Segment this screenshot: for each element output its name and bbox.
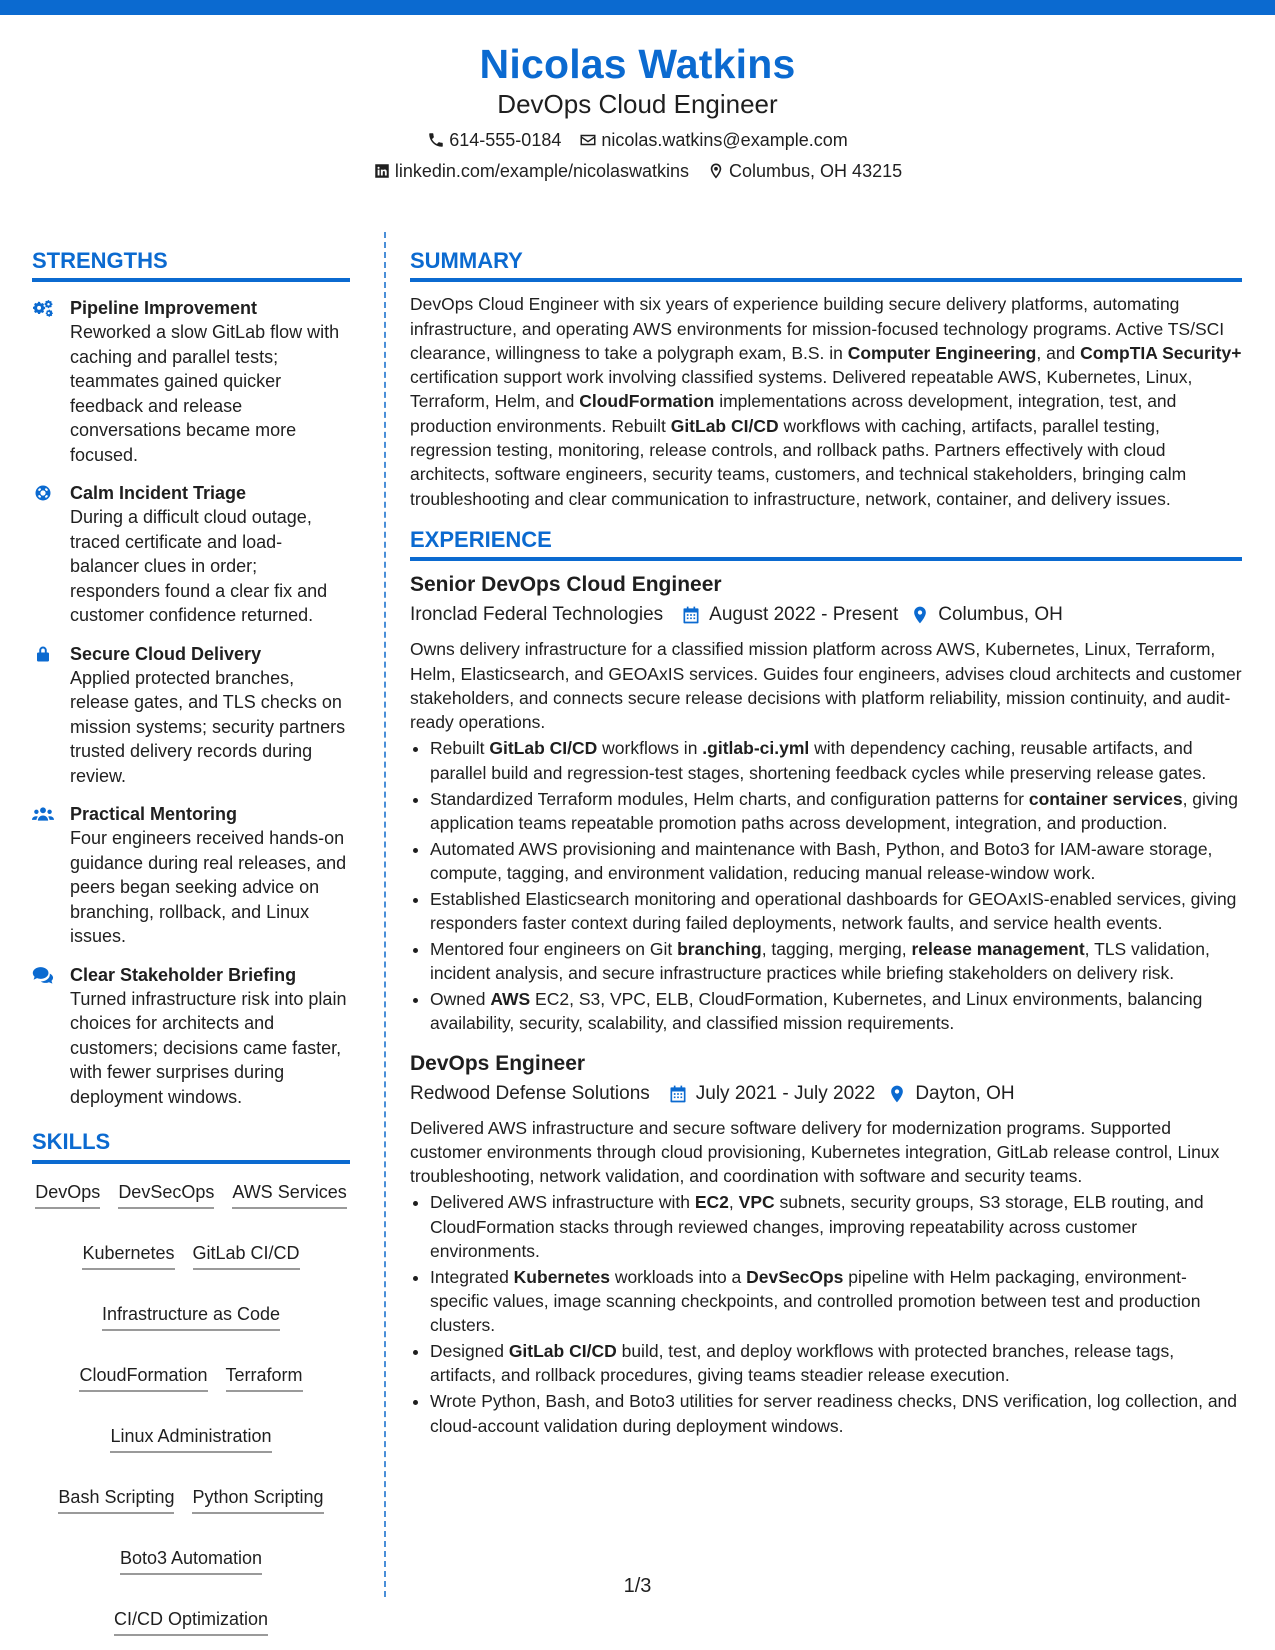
text-run: workflows with caching, artifacts, parallel testing, regression testing, monitoring, release controls, and rollback paths. Partners effectively with cloud architects, software engineers, security teams, customers, and technical stakeholders, bringing calm troubleshooting and clear communication to infrastructure, network, container, and delivery issues. <box>410 415 1187 509</box>
text-run: Delivered AWS infrastructure with <box>430 1192 695 1213</box>
linkedin-contact[interactable] <box>373 159 689 183</box>
skill-tag: Infrastructure as Code <box>102 1302 280 1331</box>
lock-icon <box>32 645 54 663</box>
strength-desc: Applied protected branches, release gates, and TLS checks on mission systems; security partners trusted delivery records during review. <box>70 667 346 786</box>
skill-tag: DevSecOps <box>118 1180 214 1209</box>
strength-item <box>32 802 350 949</box>
email-text: nicolas.watkins@example.com <box>601 130 848 151</box>
text-run: Established Elasticsearch monitoring and operational dashboards for GEOAxIS-enabled services, giving responders faster context during failed deployments, network faults, and service health events. <box>430 888 1237 934</box>
text-run: Wrote Python, Bash, and Boto3 utilities for server readiness checks, DNS verification, log collection, and cloud-account validation during deployment windows. <box>430 1391 1238 1436</box>
text-run: , and <box>1036 342 1081 363</box>
text-run: build, test, and deploy workflows with protected branches, release tags, artifacts, and rollback procedures, giving teams steadier release execution. <box>430 1341 1175 1386</box>
strength-desc: Reworked a slow GitLab flow with caching and parallel tests; teammates gained quicker feedback and release conversations became more focused. <box>70 322 340 465</box>
job-location: Dayton, OH <box>915 1082 1015 1104</box>
bullet-item <box>430 1339 1242 1388</box>
location-contact <box>707 159 902 183</box>
strength-title: Calm Incident Triage <box>70 483 247 504</box>
text-run: DevOps Cloud Engineer with six years of experience building secure delivery platforms, automating infrastructure, and operating AWS environments for mission-focused technology programs. Active TS/SCI clearance, willingness to take a polygraph exam, B.S. in <box>410 294 1225 363</box>
job-description: Delivered AWS infrastructure and secure software delivery for modernization programs. Supported customer environments through cloud provisioning, Kubernetes integration, GitLab release control, Linux troubleshooting, network validation, and coordination with software and security teams. <box>410 1117 1220 1187</box>
bullet-item <box>430 1265 1242 1338</box>
strength-title: Clear Stakeholder Briefing <box>70 964 297 985</box>
emphasis-text: VPC <box>738 1192 775 1213</box>
text-run: Designed <box>430 1341 509 1362</box>
text-run: EC2, S3, VPC, ELB, CloudFormation, Kubernetes, and Linux environments, balancing availability, security, scalability, and classified mission requirements. <box>430 988 1203 1034</box>
strengths-heading: STRENGTHS <box>32 248 350 282</box>
resume-header <box>0 42 1275 183</box>
emphasis-text: GitLab CI/CD <box>508 1341 617 1362</box>
summary-heading: SUMMARY <box>410 248 1242 282</box>
column-divider <box>384 232 386 1597</box>
emphasis-text: CompTIA Security+ <box>1080 342 1242 363</box>
text-run: Standardized Terraform modules, Helm charts, and configuration patterns for <box>430 788 1029 809</box>
strength-item <box>32 296 350 467</box>
top-accent-bar <box>0 0 1275 15</box>
emphasis-text: CloudFormation <box>579 391 715 412</box>
emphasis-text: GitLab CI/CD <box>670 415 779 436</box>
text-run: pipeline with Helm packaging, environment-specific values, image scanning checkpoints, and controlled promotion between test and production clusters. <box>430 1266 1201 1336</box>
bullet-item <box>430 987 1242 1036</box>
contact-row-2 <box>0 159 1275 183</box>
life-ring-icon <box>32 484 54 502</box>
candidate-role: DevOps Cloud Engineer <box>497 89 778 120</box>
strength-title: Practical Mentoring <box>70 804 238 825</box>
bullet-item <box>430 1190 1242 1263</box>
emphasis-text: DevSecOps <box>746 1266 844 1287</box>
text-run: Owned <box>430 988 491 1009</box>
emphasis-text: container services <box>1028 788 1183 809</box>
page-number: 1/3 <box>623 1575 652 1597</box>
location-text: Columbus, OH 43215 <box>729 161 903 182</box>
bullet-item <box>430 787 1242 836</box>
job-meta <box>410 1080 1242 1108</box>
summary-text <box>410 292 1242 511</box>
text-run: Mentored four engineers on Git <box>430 938 678 959</box>
emphasis-text: EC2 <box>694 1192 729 1213</box>
strength-desc: Four engineers received hands-on guidance during real releases, and peers began seeking advice on branching, rollback, and Linux issues. <box>70 828 347 947</box>
skill-tag: DevOps <box>35 1180 100 1209</box>
emphasis-text: Computer Engineering <box>847 342 1037 363</box>
bullet-item <box>430 1389 1242 1438</box>
job-meta <box>410 601 1242 629</box>
bullet-item <box>430 837 1242 886</box>
bullet-item <box>430 736 1242 785</box>
strength-item <box>32 963 350 1110</box>
left-column <box>32 248 350 1636</box>
comments-icon <box>32 966 54 984</box>
users-icon <box>32 805 54 823</box>
company-name: Ironclad Federal Technologies <box>410 604 664 626</box>
email-contact[interactable] <box>579 128 847 152</box>
emphasis-text: AWS <box>490 988 531 1009</box>
calendar-icon <box>668 1084 688 1104</box>
emphasis-text: Kubernetes <box>513 1266 610 1287</box>
phone-contact[interactable] <box>427 128 561 152</box>
job-bullets <box>410 736 1242 1035</box>
text-run: Rebuilt <box>430 738 490 759</box>
strength-item <box>32 642 350 789</box>
skill-tag: Kubernetes <box>82 1241 174 1270</box>
job-description: Owns delivery infrastructure for a classified mission platform across AWS, Kubernetes, Linux, Terraform, Helm, Elasticsearch, and GEOAxIS services. Guides four engineers, advises cloud architects and customer stakeholders, and connects secure release decisions with platform reliability, mission continuity, and audit-ready operations. <box>410 639 1242 733</box>
envelope-icon <box>579 131 597 149</box>
skill-tag: Terraform <box>226 1363 303 1392</box>
job-dates: August 2022 - Present <box>709 604 899 626</box>
skill-tag: Python Scripting <box>192 1485 323 1514</box>
text-run: workflows in <box>597 738 703 759</box>
skill-tag: Linux Administration <box>110 1424 271 1453</box>
text-run: , tagging, merging, <box>761 938 912 959</box>
text-run: , giving application teams repeatable promotion paths across development, integration, and production. <box>430 788 1239 833</box>
text-run: subnets, security groups, S3 storage, ELB routing, and CloudFormation stacks through reviewed changes, improving repeatability across customer environments. <box>430 1192 1204 1261</box>
job-title: DevOps Engineer <box>410 1051 586 1075</box>
bullet-item <box>430 937 1242 986</box>
strength-title: Pipeline Improvement <box>70 298 258 319</box>
map-pin-icon <box>707 162 725 180</box>
bullet-item <box>430 887 1242 936</box>
skill-tag: CI/CD Optimization <box>114 1607 268 1636</box>
emphasis-text: GitLab CI/CD <box>489 738 598 759</box>
phone-text: 614-555-0184 <box>449 130 562 151</box>
candidate-name: Nicolas Watkins <box>479 41 796 87</box>
strength-title: Secure Cloud Delivery <box>70 643 262 664</box>
right-column <box>410 248 1242 1438</box>
strength-item <box>32 481 350 628</box>
emphasis-text: branching <box>677 938 762 959</box>
skill-tag: GitLab CI/CD <box>193 1241 300 1270</box>
job-bullets <box>410 1190 1242 1437</box>
skill-tag: Bash Scripting <box>58 1485 174 1514</box>
job-entry <box>410 1050 1242 1438</box>
linkedin-text: linkedin.com/example/nicolaswatkins <box>394 161 690 182</box>
experience-heading: EXPERIENCE <box>410 527 1242 561</box>
text-run: Integrated <box>430 1266 514 1287</box>
text-run: certification support work involving classified systems. Delivered repeatable AWS, Kubernetes, Linux, Terraform, Helm, and <box>410 367 1193 412</box>
map-pin-icon <box>887 1084 907 1104</box>
text-run: , <box>728 1192 739 1213</box>
text-run: , TLS validation, incident analysis, and secure infrastructure practices while briefing stakeholders on delivery risk. <box>430 938 1210 984</box>
calendar-icon <box>681 605 701 625</box>
job-entry <box>410 571 1242 1035</box>
strength-desc: During a difficult cloud outage, traced certificate and load-balancer clues in order; responders found a clear fix and customer confidence returned. <box>70 507 328 626</box>
job-dates: July 2021 - July 2022 <box>695 1082 876 1104</box>
company-name: Redwood Defense Solutions <box>410 1082 650 1104</box>
text-run: implementations across development, integration, test, and production environments. Rebuilt <box>410 391 1177 436</box>
skill-tag: Boto3 Automation <box>120 1546 262 1575</box>
job-title: Senior DevOps Cloud Engineer <box>410 573 722 597</box>
text-run: Automated AWS provisioning and maintenance with Bash, Python, and Boto3 for IAM-aware storage, compute, tagging, and environment validation, reducing manual release-window work. <box>430 838 1213 883</box>
skill-tag: CloudFormation <box>79 1363 207 1392</box>
job-location: Columbus, OH <box>938 604 1063 626</box>
linkedin-icon <box>373 162 391 180</box>
gears-icon <box>32 299 54 317</box>
skill-tag: AWS Services <box>232 1180 346 1209</box>
skills-heading: SKILLS <box>32 1129 350 1163</box>
strength-desc: Turned infrastructure risk into plain choices for architects and customers; decisions came faster, with fewer surprises during deployment windows. <box>70 988 347 1107</box>
text-run: with dependency caching, reusable artifacts, and parallel build and regression-test stages, shortening feedback cycles while preserving release gates. <box>430 738 1207 783</box>
text-run: workloads into a <box>609 1266 747 1287</box>
skills-list <box>32 1180 350 1636</box>
map-pin-icon <box>910 605 930 625</box>
emphasis-text: .gitlab-ci.yml <box>702 738 810 759</box>
contact-row-1 <box>0 128 1275 152</box>
strengths-list <box>32 296 350 1109</box>
emphasis-text: release management <box>911 938 1085 959</box>
phone-icon <box>427 131 445 149</box>
